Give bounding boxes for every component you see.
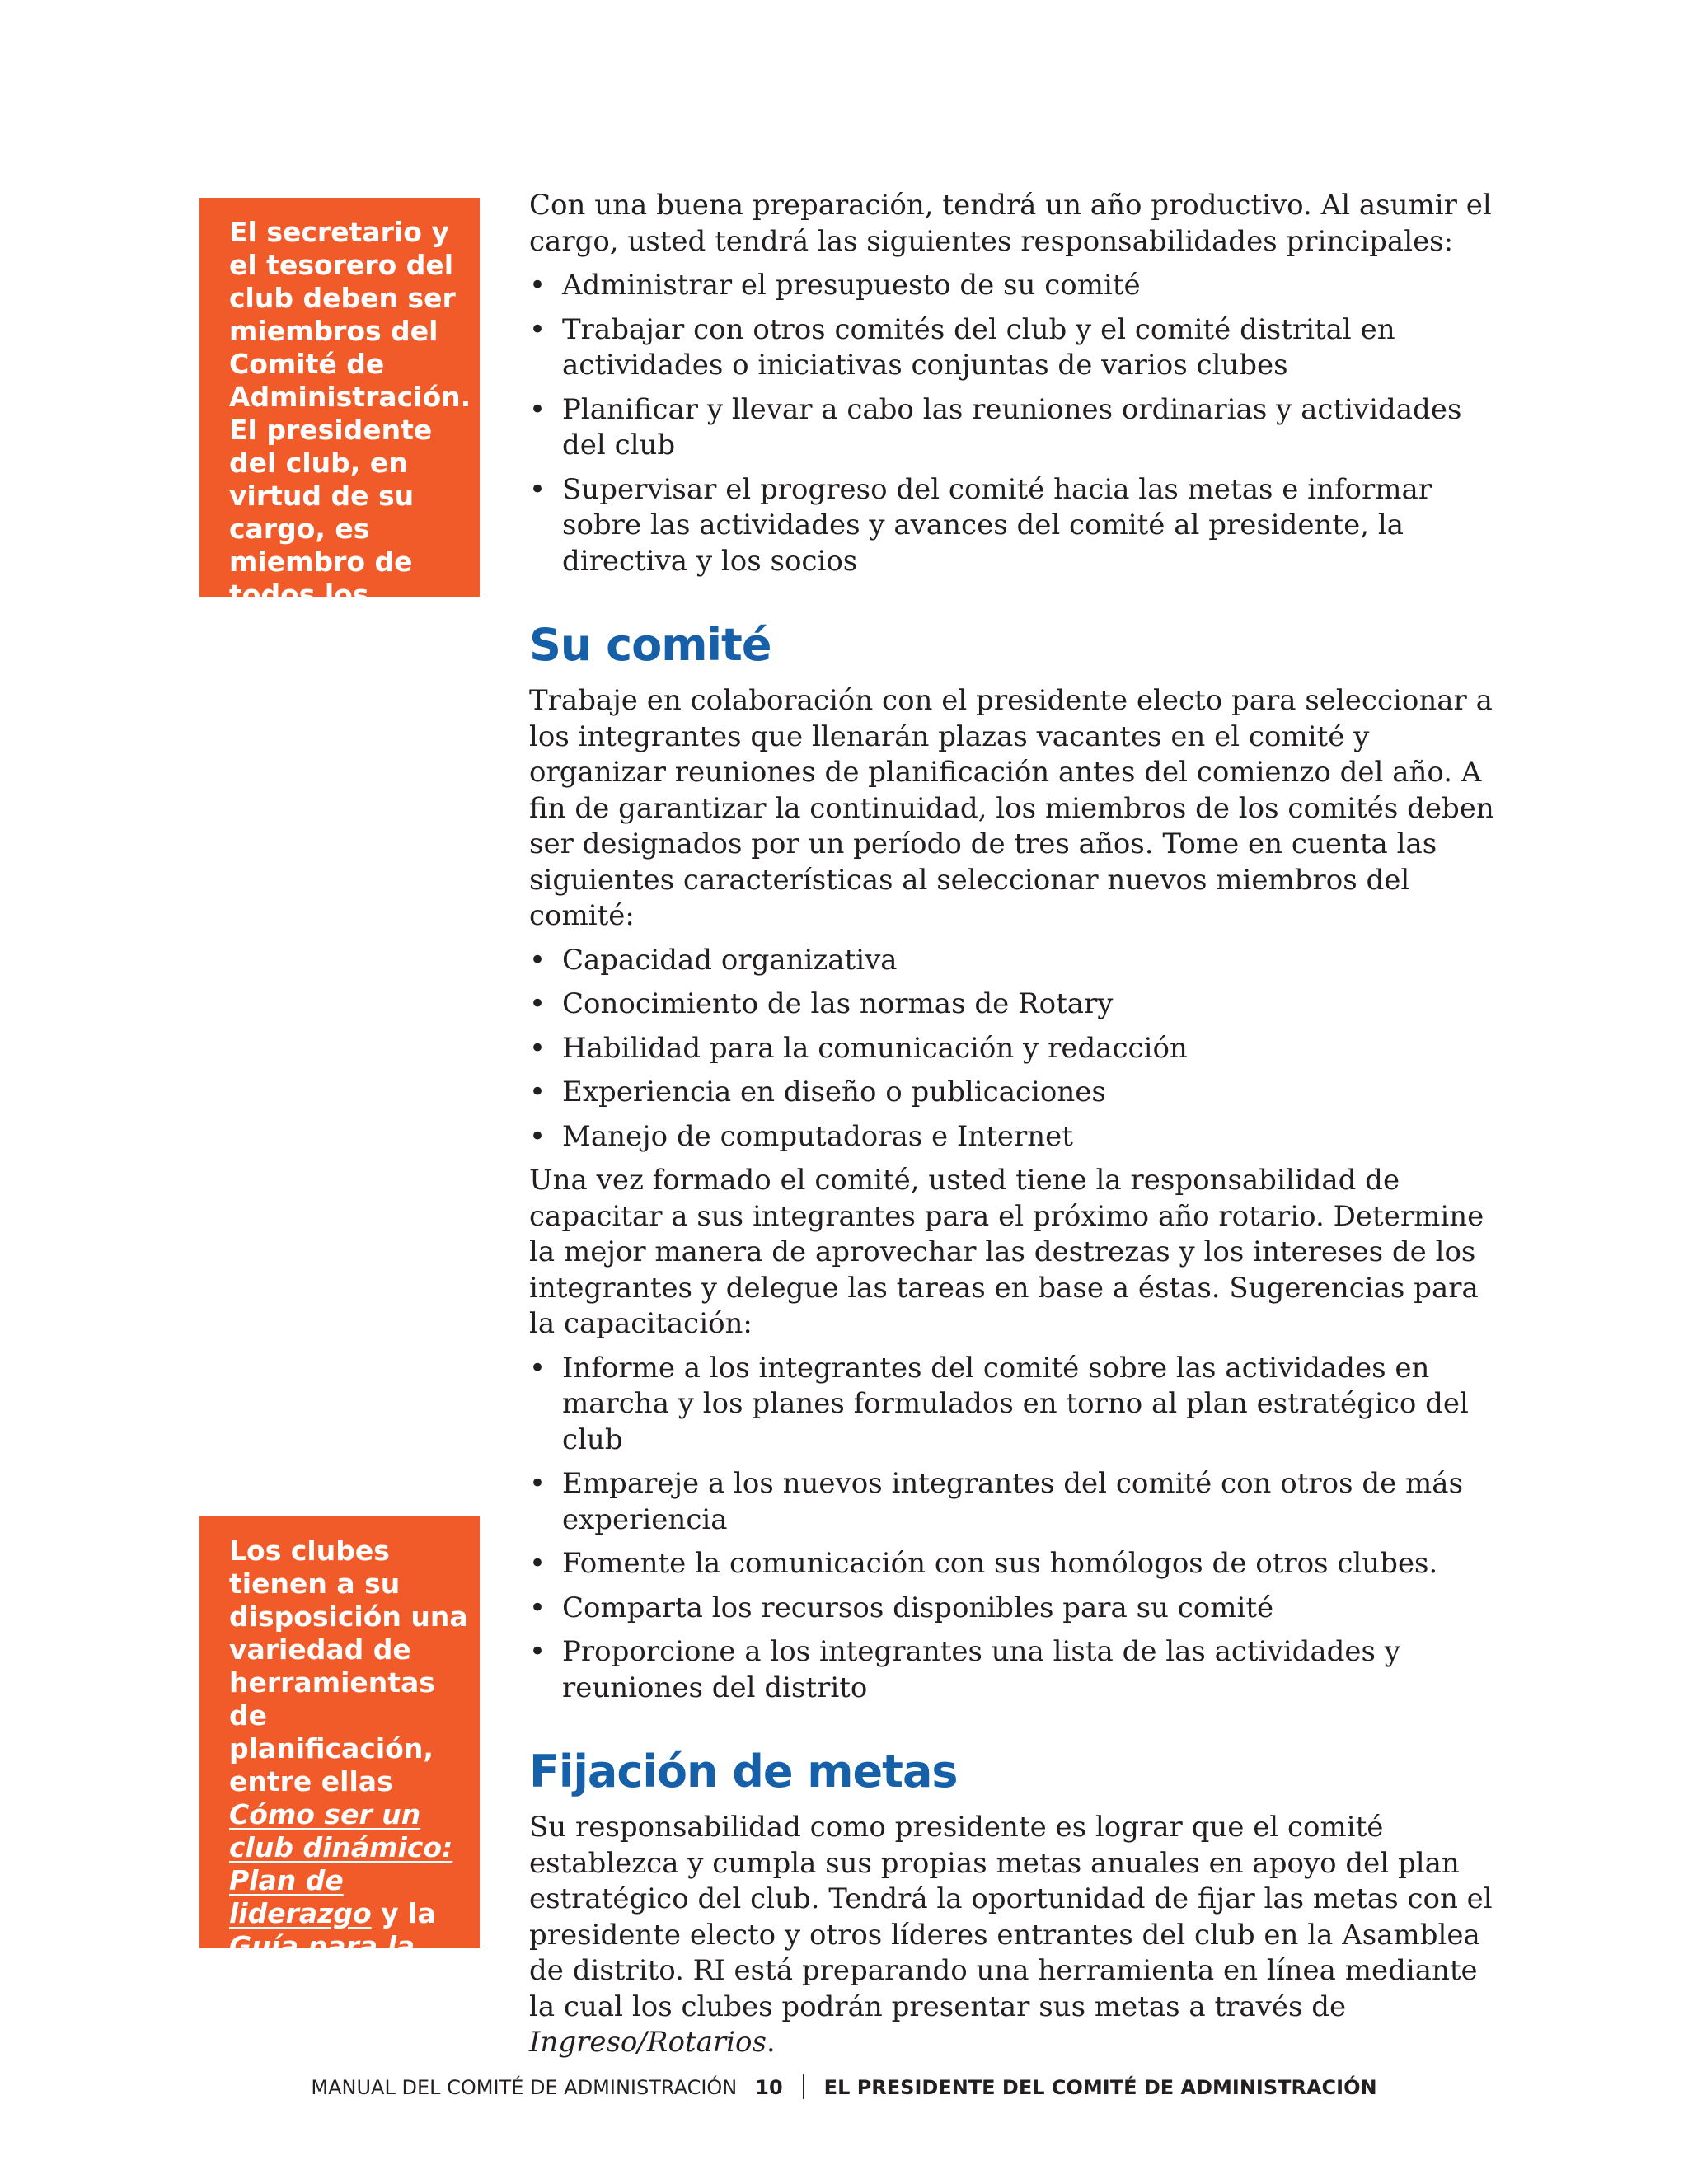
fijacion-italic: Ingreso/Rotarios [529,2026,767,2059]
list-item: • Trabajar con otros comités del club y el comité distrital en actividades o iniciativas conjuntas de varios clubes [529,312,1502,384]
footer-manual-title: MANUAL DEL COMITÉ DE ADMINISTRACIÓN [311,2076,738,2099]
list-item: • Capacidad organizativa [529,943,1502,979]
sidebar-callout-lead: Los clubes tienen a su disposición una variedad de herramientas de planificación, entre ellas [229,1535,468,1797]
footer-divider [803,2074,804,2099]
list-item: • Empareje a los nuevos integrantes del comité con otros de más experiencia [529,1466,1502,1538]
page-footer [0,2074,1688,2099]
sidebar-callout-end: . [403,1996,414,2028]
fijacion-end: . [766,2026,776,2059]
su-comite-paragraph-1: Trabaje en colaboración con el presidente electo para seleccionar a los integrantes que llenarán plazas vacantes en el comité y organizar reuniones de planificación antes del comienzo del año. A fin de garantizar la continuidad, los miembros de los comités deben ser designados por un período de tres años. Tome en cuenta las siguientes características al seleccionar nuevos miembros del comité: [529,684,1494,932]
responsibilities-list [529,268,1502,579]
heading-fijacion-de-metas: Fijación de metas [529,1746,958,1797]
sidebar-callout-top [199,198,480,644]
link-guia-planificacion[interactable]: Guía para la planificación estratégica [229,1930,424,2028]
member-characteristics-list [529,943,1502,1155]
list-item: • Conocimiento de las normas de Rotary [529,987,1502,1023]
intro-paragraph: Con una buena preparación, tendrá un año productivo. Al asumir el cargo, usted tendrá las siguientes responsabilidades principales: [529,189,1492,258]
list-item: • Fomente la comunicación con sus homólogos de otros clubes. [529,1546,1502,1582]
page-number: 10 [755,2076,783,2099]
link-club-dinamico[interactable]: Cómo ser un club dinámico: Plan de liderazgo [229,1798,453,1929]
list-item: • Supervisar el progreso del comité hacia las metas e informar sobre las actividades y avances del comité al presidente, la directiva y los socios [529,472,1502,580]
main-content [529,188,1502,2069]
footer-chapter-title: EL PRESIDENTE DEL COMITÉ DE ADMINISTRACIÓN [823,2076,1377,2099]
list-item: • Planificar y llevar a cabo las reuniones ordinarias y actividades del club [529,392,1502,464]
fijacion-paragraph [529,1810,1502,2061]
sidebar-callout-bottom [199,1516,480,2028]
training-suggestions-list [529,1351,1502,1707]
list-item: • Experiencia en diseño o publicaciones [529,1075,1502,1111]
list-item: • Proporcione a los integrantes una lista de las actividades y reuniones del distrito [529,1634,1502,1706]
heading-su-comite: Su comité [529,619,771,671]
list-item: • Administrar el presupuesto de su comité [529,268,1502,304]
sidebar-callout-middle: y la [371,1897,436,1929]
list-item: • Comparta los recursos disponibles para su comité [529,1591,1502,1627]
list-item: • Manejo de computadoras e Internet [529,1119,1502,1155]
su-comite-paragraph-2: Una vez formado el comité, usted tiene la responsabilidad de capacitar a sus integrantes para el próximo año rotario. Determine la mejor manera de aprovechar las destrezas y los intereses de los integrantes y delegue las tareas en base a éstas. Sugerencias para la capacitación: [529,1164,1484,1340]
fijacion-text: Su responsabilidad como presidente es lograr que el comité establezca y cumpla sus propias metas anuales en apoyo del plan estratégico del club. Tendrá la oportunidad de fijar las metas con el presidente electo y otros líderes entrantes del club en la Asamblea de distrito. RI está preparando una herramienta en línea mediante la cual los clubes podrán presentar sus metas a través de [529,1811,1493,2023]
list-item: • Habilidad para la comunicación y redacción [529,1031,1502,1067]
sidebar-callout-text: El secretario y el tesorero del club deben ser miembros del Comité de Administración. El presidente del club, en virtud de su cargo, es miembro de todos los comités. [229,216,471,644]
list-item: • Informe a los integrantes del comité sobre las actividades en marcha y los planes formulados en torno al plan estratégico del club [529,1351,1502,1459]
